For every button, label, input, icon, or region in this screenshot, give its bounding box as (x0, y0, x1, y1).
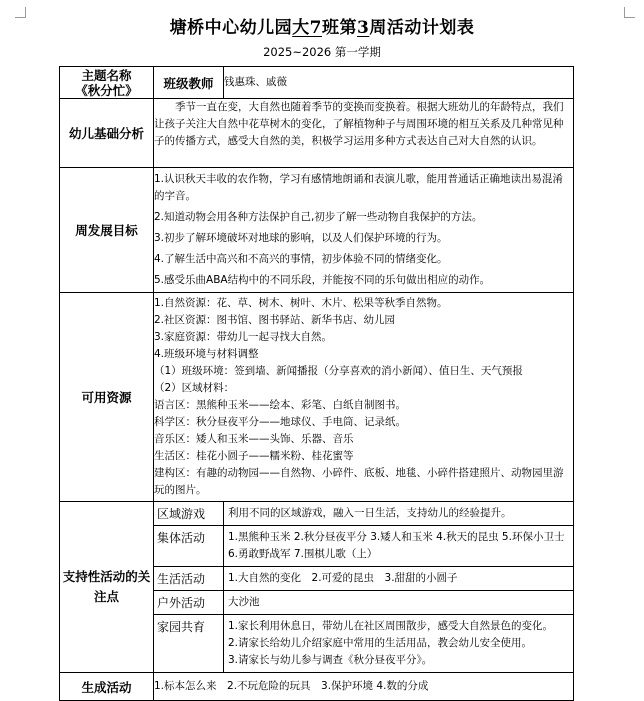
title-school: 塘桥中心幼儿园 (169, 18, 293, 38)
home-line: 1.家长利用休息日，带幼儿在社区周围散步，感受大自然景色的变化。 (228, 620, 554, 632)
resources-list (154, 293, 574, 502)
generated-text: 1.标本怎么来 2.不玩危险的玩具 3.保护环境 4.数的分成 (154, 673, 574, 701)
resource-line: 音乐区：矮人和玉米——头饰、乐器、音乐 (154, 433, 354, 445)
resource-line: 科学区：秋分昼夜平分——地球仪、手电筒、记录纸。 (154, 416, 406, 428)
row-theme (60, 67, 574, 99)
goal-item: 3.初步了解环境破坏对地球的影响，以及人们保护环境的行为。 (154, 232, 448, 244)
home-line: 3.请家长与幼儿参与调查《秋分昼夜平分》。 (228, 654, 433, 666)
theme-cell (60, 67, 154, 99)
resource-line: （2）区域材料： (154, 382, 235, 394)
analysis-text: 季节一直在变，大自然也随着季节的变换而变换着。根据大班幼儿的年龄特点，我们让孩子关注大自然中花草树木的变化，了解植物种子与周围环境的相互关系及几种常见种子的传播方式，感受大自然的美，积极学习运用多种方式表达自己对大自然的认识。 (154, 99, 574, 168)
analysis-label: 幼儿基础分析 (60, 99, 154, 168)
resource-line: 1.自然资源：花、草、树木、树叶、木片、松果等秋季自然物。 (154, 297, 448, 309)
page-subtitle: 2025~2026 第一学期 (263, 45, 381, 59)
activity-plan-table (59, 66, 574, 701)
row-analysis (60, 99, 574, 168)
title-suffix: 周活动计划表 (369, 18, 475, 38)
title-class: 大7 (292, 18, 322, 38)
resource-line: （1）班级环境：签到墙、新闻播报（分享喜欢的消小新闻）、值日生、天气预报 (154, 365, 523, 377)
row-goals (60, 168, 574, 293)
theme-label: 主题名称 (81, 67, 132, 83)
teacher-value: 钱惠珠、戚薇 (224, 67, 574, 99)
resource-line: 2.社区资源：图书馆、图书驿站、新华书店、幼儿园 (154, 314, 396, 326)
title-week: 3 (357, 18, 370, 38)
row-generated (60, 673, 574, 701)
goal-item: 2.知道动物会用各种方法保护自己,初步了解一些动物自我保护的方法。 (154, 211, 483, 223)
activity-name: 家园共育 (154, 615, 224, 673)
goals-label: 周发展目标 (60, 168, 154, 293)
activity-value: 利用不同的区域游戏，融入一日生活，支持幼儿的经验提升。 (224, 502, 574, 526)
resource-line: 3.家庭资源：带幼儿一起寻找大自然。 (154, 331, 333, 343)
teacher-label: 班级教师 (154, 67, 224, 99)
activity-name: 集体活动 (154, 526, 224, 567)
page-title (0, 13, 644, 38)
resources-label: 可用资源 (60, 293, 154, 502)
activity-name: 户外活动 (154, 591, 224, 615)
goal-item: 1.认识秋天丰收的农作物，学习有感情地朗诵和表演儿歌，能用普通话正确地读出易混淆的字音。 (154, 173, 564, 202)
resource-line: 4.班级环境与材料调整 (154, 348, 259, 360)
activity-value (224, 615, 574, 673)
activity-value: 1.大自然的变化 2.可爱的昆虫 3.甜甜的小圆子 (224, 567, 574, 591)
row-resources (60, 293, 574, 502)
goal-item: 4.了解生活中高兴和不高兴的事情，初步体验不同的情绪变化。 (154, 253, 448, 265)
resource-line: 语言区：黑熊种玉米——绘本、彩笔、白纸自制图书。 (154, 399, 406, 411)
row-activity-area (60, 502, 574, 526)
theme-name: 《秋分忙》 (75, 82, 138, 98)
home-line: 2.请家长给幼儿介绍家庭中常用的生活用品，教会幼儿安全使用。 (228, 637, 533, 649)
activities-label: 支持性活动的关注点 (60, 502, 154, 673)
title-mid: 班第 (322, 18, 357, 38)
activity-value: 1.黑熊种玉米 2.秋分昼夜平分 3.矮人和玉米 4.秋天的昆虫 5.环保小卫士 6.勇敢野战军 7.围棋儿歌（上） (224, 526, 574, 567)
resource-line: 生活区：桂花小圆子——糯米粉、桂花蜜等 (154, 450, 354, 462)
resource-line: 建构区：有趣的动物园——自然物、小碎件、底板、地毯、小碎件搭建照片、动物园里游玩的图片。 (154, 467, 564, 496)
generated-label: 生成活动 (60, 673, 154, 701)
activity-value: 大沙池 (224, 591, 574, 615)
activity-name: 生活活动 (154, 567, 224, 591)
goal-item: 5.感受乐曲ABA结构中的不同乐段，并能按不同的乐句做出相应的动作。 (154, 274, 491, 286)
activity-name: 区域游戏 (154, 502, 224, 526)
goals-list (154, 168, 574, 293)
